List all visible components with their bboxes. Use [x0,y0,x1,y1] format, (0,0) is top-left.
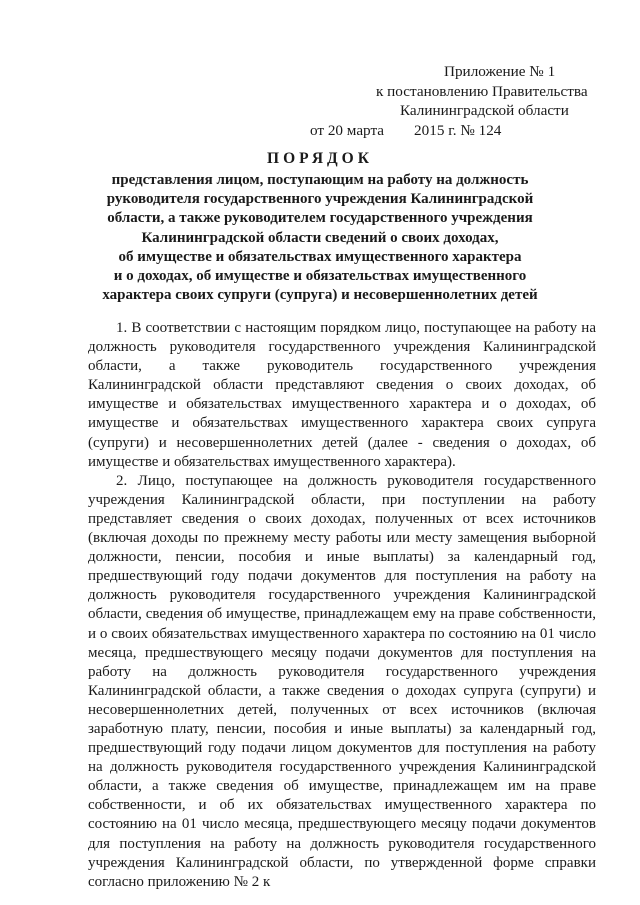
paragraph-2: 2. Лицо, поступающее на должность руководителя государственного учреждения Калининградской области, при поступлении на работу представляет сведения о своих доходах, полученных от всех источников (включая доходы по прежнему месту работы или месту замещения выборной должности, пенсии, пособия и иные выплаты) за календарный год, предшествующий году подачи документов для поступления на работу на должность руководителя государственного учреждения Калининградской области, сведения об имуществе, принадлежащем ему на праве собственности, и о своих обязательствах имущественного характера по состоянию на 01 число месяца, предшествующего месяцу подачи документов для поступления на работу на должность руководителя государственного учреждения Калининградской области, а также сведения о доходах супруга (супруги) и несовершеннолетних детей, полученных от всех источников (включая заработную плату, пенсии, пособия и иные выплаты) за календарный год, предшествующий году подачи лицом документов для поступления на работу на должность руководителя государственного учреждения Калининградской области, а также сведения об имуществе, принадлежащем им на праве собственности, и об их обязательствах имущественного характера по состоянию на 01 число месяца, предшествующего месяцу подачи документов для поступления на работу на должность руководителя государственного учреждения Калининградской области, по утвержденной форме справки согласно приложению № 2 к [88,472,596,890]
appendix-reference: к постановлению Правительства [376,82,588,100]
document-body [88,319,596,892]
subtitle-line: области, а также руководителем государственного учреждения [107,210,533,227]
appendix-title: Приложение № 1 [444,63,556,80]
appendix-number: № 124 [460,121,502,139]
subtitle-line: Калининградской области сведений о своих доходах, [141,229,499,246]
subtitle-line: представления лицом, поступающим на работу на должность [111,172,529,188]
appendix-block [310,62,600,140]
appendix-region: Калининградской области [400,102,569,119]
subtitle-line: и о доходах, об имуществе и обязательствах имущественного [113,268,527,285]
appendix-date: от 20 марта [310,121,385,139]
appendix-date-line [310,121,600,141]
subtitle-line: об имуществе и обязательствах имущественного характера [118,248,522,265]
paragraph-1: 1. В соответствии с настоящим порядком лицо, поступающее на работу на должность руководителя государственного учреждения Калининградской области, а также руководитель государственного учреждения Калининградской области представляют сведения о своих доходах, об имуществе и обязательствах имущественного характера и о доходах, об имуществе и обязательствах имущественного характера своих супруга (супруги) и несовершеннолетних детей (далее - сведения о доходах, об имуществе и обязательствах имущественного характера). [88,320,596,470]
subtitle-line: руководителя государственного учреждения Калининградской [106,191,534,208]
document-title: ПОРЯДОК [267,150,373,167]
subtitle-line: характера своих супруги (супруга) и несовершеннолетних детей [102,287,538,304]
appendix-year: 2015 г. [414,121,457,139]
document-subtitle [95,171,545,305]
